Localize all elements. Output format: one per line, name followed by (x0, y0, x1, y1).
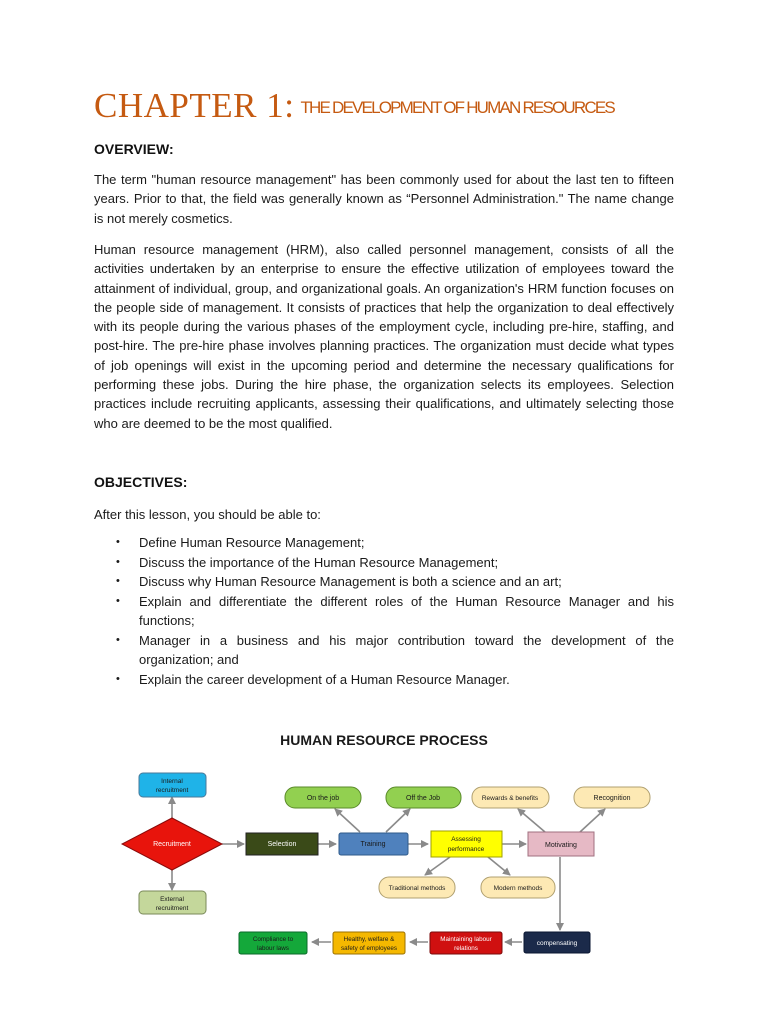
svg-text:Recognition: Recognition (593, 795, 631, 802)
objectives-list (94, 533, 674, 689)
svg-text:Modern methods: Modern methods (493, 885, 543, 892)
bullet-icon: • (116, 536, 120, 548)
node-on-the-job (285, 787, 361, 808)
node-recognition (574, 787, 650, 808)
node-selection (246, 833, 318, 855)
svg-text:labour laws: labour laws (257, 945, 289, 952)
node-recruitment (122, 818, 222, 870)
bullet-icon: • (116, 633, 120, 646)
process-title: HUMAN RESOURCE PROCESS (280, 732, 488, 748)
overview-paragraph-2: Human resource management (HRM), also called personnel management, consists of all the activities undertaken by an enterprise to ensure the effective utilization of employees toward the attainment of individual, group, and organizational goals. An organization's HRM function focuses on the people side of management. It consists of practices that help the organization to deal effectively with its people during the various phases of the employment cycle, including pre-hire, staffing, and post-hire. The pre-hire phase involves planning practices. The organization must decide what types of job openings will exist in the upcoming period and determine the necessary qualifications for performing these jobs. During the hire phase, the organization selects its employees. Selection practices include recruiting applicants, assessing their qualifications, and ultimately selecting those who are deemed to be the most qualified. (94, 242, 674, 431)
svg-text:Training: Training (360, 841, 386, 848)
svg-text:Rewards & benefits: Rewards & benefits (481, 795, 539, 802)
objective-item: • Explain and differentiate the different roles of the Human Resource Manager and his functions; (116, 593, 674, 628)
objective-item: • Manager in a business and his major contribution toward the development of the organization; and (116, 632, 674, 667)
svg-text:Assessing: Assessing (451, 836, 481, 843)
svg-text:relations: relations (454, 945, 478, 952)
svg-text:recruitment: recruitment (155, 787, 189, 794)
bullet-icon: • (116, 594, 120, 607)
svg-text:Recruitment: Recruitment (153, 841, 191, 848)
svg-text:compensating: compensating (536, 940, 578, 947)
objective-item: • Define Human Resource Management; (94, 533, 674, 553)
chapter-label: CHAPTER 1: (94, 86, 295, 125)
node-modern-methods (481, 877, 555, 898)
node-assessing-performance (431, 831, 502, 857)
svg-text:External: External (160, 896, 184, 903)
bullet-icon: • (116, 575, 120, 587)
svg-text:Internal: Internal (161, 778, 183, 785)
objectives-heading: OBJECTIVES: (94, 474, 188, 490)
node-internal-recruitment (139, 773, 206, 797)
svg-text:Maintaining labour: Maintaining labour (440, 936, 492, 943)
node-rewards-benefits (472, 787, 549, 808)
diagram-connectors (172, 797, 605, 942)
bullet-icon: • (116, 555, 120, 568)
svg-text:On the job: On the job (306, 795, 340, 802)
chapter-title (94, 86, 614, 126)
hr-process-diagram (0, 760, 768, 970)
overview-heading: OVERVIEW: (94, 141, 174, 157)
objective-item: • Discuss why Human Resource Management is both a science and an art; (94, 572, 674, 592)
svg-text:Motivating: Motivating (545, 842, 577, 849)
node-external-recruitment (139, 891, 206, 914)
bullet-icon: • (116, 672, 120, 685)
objectives-intro: After this lesson, you should be able to: (94, 507, 321, 522)
svg-text:performance: performance (447, 846, 485, 853)
svg-text:Selection: Selection (267, 841, 297, 848)
node-traditional-methods (379, 877, 455, 898)
svg-text:Compliance to: Compliance to (252, 936, 294, 943)
node-off-the-job (386, 787, 461, 808)
node-compensating (524, 932, 590, 953)
svg-text:safety of employees: safety of employees (340, 945, 398, 952)
chapter-subtitle: THE DEVELOPMENT OF HUMAN RESOURCES (300, 98, 614, 117)
svg-text:Traditional methods: Traditional methods (388, 885, 446, 892)
node-training (339, 833, 408, 855)
svg-text:Healthy, welfare &: Healthy, welfare & (343, 936, 395, 943)
objective-item: • Explain the career development of a Human Resource Manager. (94, 670, 674, 690)
node-compliance-labour-laws (239, 932, 307, 954)
objective-item: • Discuss the importance of the Human Resource Management; (94, 553, 674, 573)
svg-text:Off the Job: Off the Job (405, 795, 441, 802)
node-healthy-welfare-safety (333, 932, 405, 954)
node-motivating (528, 832, 594, 856)
overview-paragraph-1: The term "human resource management" has been commonly used for about the last ten to fifteen years. Prior to that, the field was generally known as “Personnel Administration." The name change is not merely cosmetics. (94, 172, 674, 226)
node-maintaining-labour-relations (430, 932, 502, 954)
svg-text:recruitment: recruitment (155, 905, 189, 912)
